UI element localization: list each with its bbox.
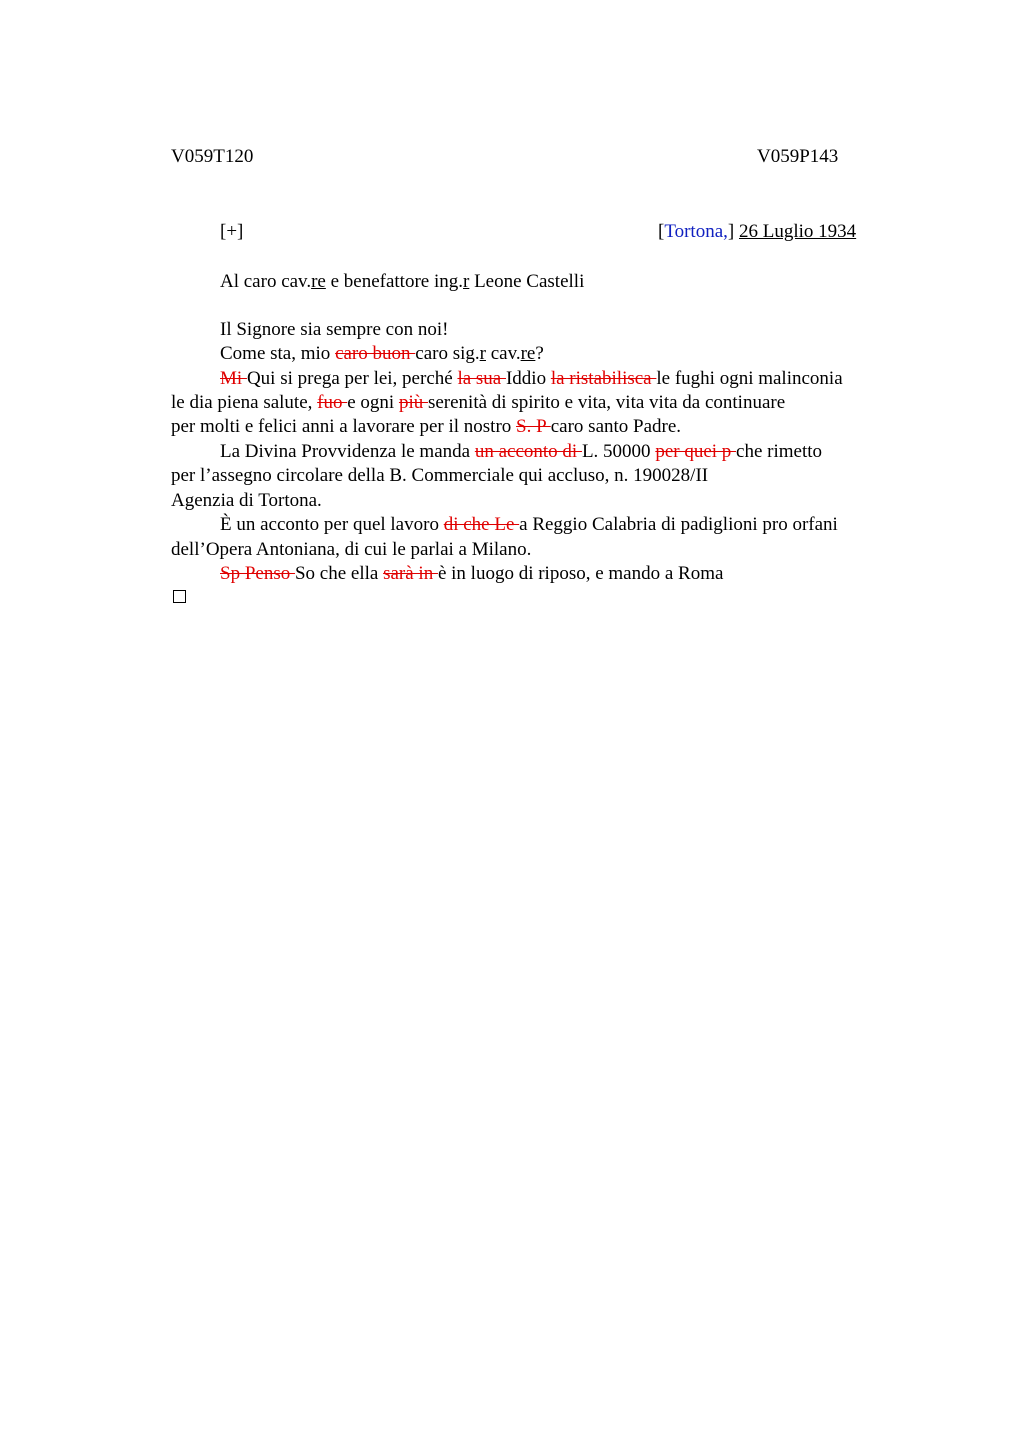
cross-mark: [+] [220,221,244,242]
greeting-line: Il Signore sia sempre con noi! [220,319,449,340]
deleted-text: caro buon [335,343,416,364]
body-line [220,367,843,391]
addressee-text: Leone Castelli [469,271,585,292]
body-line [220,513,838,537]
text-run: cav. [485,343,521,364]
text-run: È un acconto per quel lavoro [220,514,444,535]
addressee-text: Al caro cav. [220,271,312,292]
place-bracket-open: [ [658,221,665,242]
deleted-text: la ristabilisca [550,368,657,389]
addressee-text: e benefattore ing. [325,271,463,292]
place-bracket-close: ] [727,221,735,242]
body-line [220,440,822,464]
body-line: Agenzia di Tortona. [171,490,322,511]
text-run: a Reggio Calabria di padiglioni pro orfani [519,514,838,535]
place-date [658,221,856,243]
text-run: ? [535,343,544,364]
deleted-text: un acconto di [474,441,582,462]
body-line [220,562,723,586]
text-run: che rimetto [736,441,823,462]
text-run: caro santo Padre. [550,416,682,437]
document-code-right: V059P143 [757,146,839,167]
place-name: Tortona, [664,221,728,242]
deleted-text: più [398,392,428,413]
text-run: So che ella [294,563,384,584]
text-run: per molti e felici anni a lavorare per il nostro [171,416,517,437]
text-run: è in luogo di riposo, e mando a Roma [437,563,724,584]
deleted-text: S. P [516,416,551,437]
text-run: le dia piena salute, [171,392,318,413]
end-marker-square [173,590,186,603]
letter-date: 26 Luglio 1934 [738,221,857,242]
deleted-text: di che Le [443,514,520,535]
deleted-text: Mi [220,368,247,389]
body-line [171,415,681,439]
deleted-text: per quei p [655,441,737,462]
deleted-text: la sua [457,368,506,389]
addressee-line [220,270,584,294]
body-line [220,342,544,366]
abbrev-text: r [479,343,486,364]
deleted-text: Sp Penso [220,563,295,584]
text-run: serenità di spirito e vita, vita vita da continuare [427,392,786,413]
text-run: caro sig. [415,343,480,364]
text-run: le fughi ogni malinconia [656,368,843,389]
abbrev-text: re [520,343,536,364]
text-run: Iddio [505,368,551,389]
body-line [171,391,785,415]
addressee-abbrev: r [463,271,470,292]
text-run: Qui si prega per lei, perché [246,368,458,389]
text-run: L. 50000 [581,441,656,462]
text-run: La Divina Provvidenza le manda [220,441,475,462]
body-line: per l’assegno circolare della B. Commerciale qui accluso, n. 190028/II [171,465,709,486]
deleted-text: fuo [317,392,348,413]
body-line: dell’Opera Antoniana, di cui le parlai a Milano. [171,539,532,560]
addressee-abbrev: re [311,271,326,292]
text-run: e ogni [347,392,399,413]
text-run: Come sta, mio [220,343,336,364]
document-code-left: V059T120 [171,146,254,167]
deleted-text: sarà in [383,563,438,584]
